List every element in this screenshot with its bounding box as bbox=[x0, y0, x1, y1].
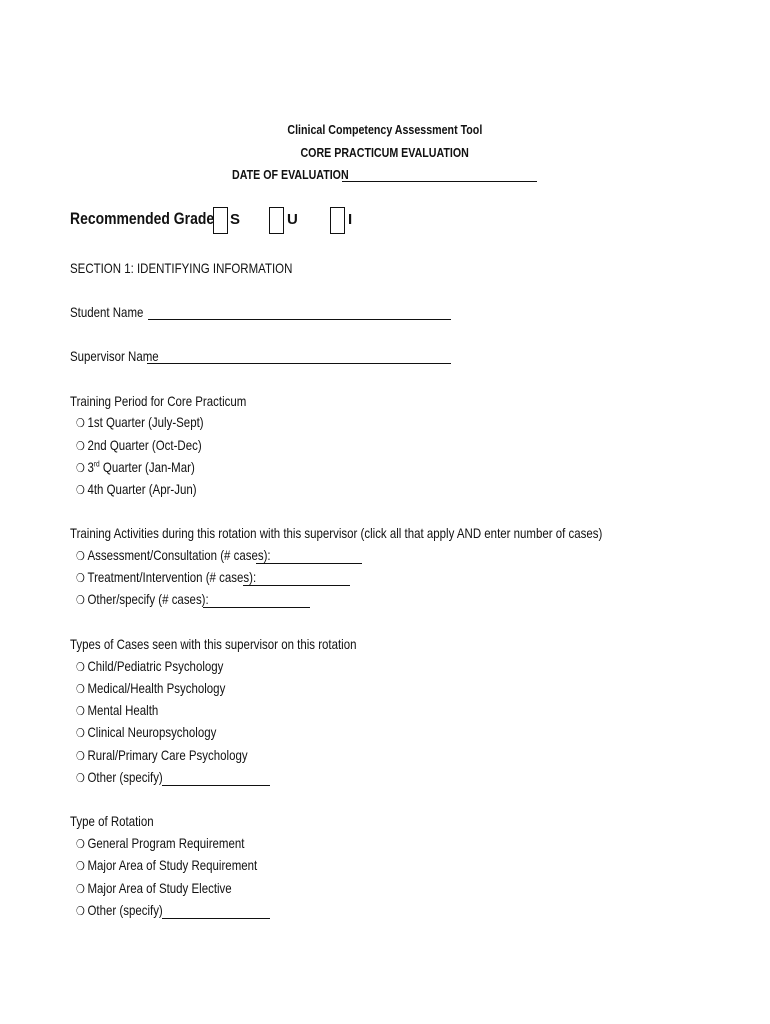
radio-circle-icon: ❍ bbox=[76, 483, 85, 497]
radio-circle-icon: ❍ bbox=[76, 859, 85, 873]
case-type-option[interactable] bbox=[76, 702, 176, 718]
option-label: Rural/Primary Care Psychology bbox=[87, 747, 248, 763]
training-period-option-q1[interactable] bbox=[76, 414, 232, 430]
case-type-option[interactable] bbox=[76, 747, 285, 763]
form-subtitle: CORE PRACTICUM EVALUATION bbox=[300, 145, 470, 160]
option-label: Mental Health bbox=[87, 702, 159, 718]
assessment-cases-field[interactable] bbox=[256, 551, 362, 564]
date-label: DATE OF EVALUATION bbox=[232, 167, 349, 182]
rotation-type-option[interactable] bbox=[76, 857, 297, 873]
grade-s-label: S bbox=[230, 211, 241, 228]
option-label: Quarter (Jan-Mar) bbox=[99, 459, 195, 475]
supervisor-name-field[interactable] bbox=[147, 351, 451, 364]
training-period-option-q2[interactable] bbox=[76, 437, 229, 453]
training-period-heading: Training Period for Core Practicum bbox=[70, 393, 247, 409]
grade-i-checkbox[interactable] bbox=[330, 207, 345, 234]
grade-u-label: U bbox=[287, 211, 298, 228]
training-period-option-q3[interactable] bbox=[76, 459, 221, 475]
radio-circle-icon: ❍ bbox=[76, 571, 85, 585]
training-activities-heading: Training Activities during this rotation with this supervisor (click all that apply AND enter number of cases) bbox=[70, 525, 603, 541]
radio-circle-icon: ❍ bbox=[76, 726, 85, 740]
option-label: General Program Requirement bbox=[87, 835, 245, 851]
treatment-cases-field[interactable] bbox=[243, 573, 350, 586]
option-label-superscript: rd bbox=[93, 459, 100, 469]
training-period-option-q4[interactable] bbox=[76, 481, 223, 497]
option-label: Other (specify) bbox=[87, 902, 163, 918]
option-label: 4th Quarter (Apr-Jun) bbox=[87, 481, 197, 497]
option-label: Child/Pediatric Psychology bbox=[87, 658, 224, 674]
radio-circle-icon: ❍ bbox=[76, 749, 85, 763]
radio-circle-icon: ❍ bbox=[76, 416, 85, 430]
radio-circle-icon: ❍ bbox=[76, 549, 85, 563]
form-title: Clinical Competency Assessment Tool bbox=[287, 122, 483, 137]
option-label: Clinical Neuropsychology bbox=[87, 724, 217, 740]
recommended-grade-label: Recommended Grade bbox=[70, 209, 215, 228]
case-type-option[interactable] bbox=[76, 680, 258, 696]
option-label: Major Area of Study Requirement bbox=[87, 857, 258, 873]
date-field[interactable] bbox=[342, 169, 537, 182]
option-label-number: 3 bbox=[87, 459, 94, 475]
section-1-heading: SECTION 1: IDENTIFYING INFORMATION bbox=[70, 260, 293, 276]
rotation-type-option[interactable] bbox=[76, 880, 266, 896]
other-cases-field[interactable] bbox=[203, 595, 310, 608]
option-label: Other/specify (# cases): bbox=[87, 591, 209, 607]
option-label: Other (specify) bbox=[87, 769, 163, 785]
rotation-type-heading: Type of Rotation bbox=[70, 813, 154, 829]
option-label: 1st Quarter (July-Sept) bbox=[87, 414, 204, 430]
grade-s-checkbox[interactable] bbox=[213, 207, 228, 234]
option-label: 2nd Quarter (Oct-Dec) bbox=[87, 437, 202, 453]
student-name-label: Student Name bbox=[70, 304, 144, 320]
radio-circle-icon: ❍ bbox=[76, 904, 85, 918]
case-type-option[interactable] bbox=[76, 658, 256, 674]
radio-circle-icon: ❍ bbox=[76, 771, 85, 785]
case-types-heading: Types of Cases seen with this supervisor on this rotation bbox=[70, 636, 357, 652]
radio-circle-icon: ❍ bbox=[76, 593, 85, 607]
radio-circle-icon: ❍ bbox=[76, 682, 85, 696]
rotation-type-other-field[interactable] bbox=[162, 906, 270, 919]
grade-i-label: I bbox=[348, 211, 353, 228]
supervisor-name-label: Supervisor Name bbox=[70, 348, 159, 364]
radio-circle-icon: ❍ bbox=[76, 439, 85, 453]
case-type-option[interactable] bbox=[76, 724, 247, 740]
student-name-field[interactable] bbox=[148, 307, 451, 320]
option-label: Major Area of Study Elective bbox=[87, 880, 232, 896]
option-label: Treatment/Intervention (# cases): bbox=[87, 569, 257, 585]
case-type-other-field[interactable] bbox=[162, 773, 270, 786]
radio-circle-icon: ❍ bbox=[76, 882, 85, 896]
option-label: Assessment/Consultation (# cases): bbox=[87, 547, 271, 563]
radio-circle-icon: ❍ bbox=[76, 704, 85, 718]
option-label: Medical/Health Psychology bbox=[87, 680, 226, 696]
rotation-type-option[interactable] bbox=[76, 835, 281, 851]
grade-u-checkbox[interactable] bbox=[269, 207, 284, 234]
radio-circle-icon: ❍ bbox=[76, 461, 85, 475]
radio-circle-icon: ❍ bbox=[76, 837, 85, 851]
radio-circle-icon: ❍ bbox=[76, 660, 85, 674]
